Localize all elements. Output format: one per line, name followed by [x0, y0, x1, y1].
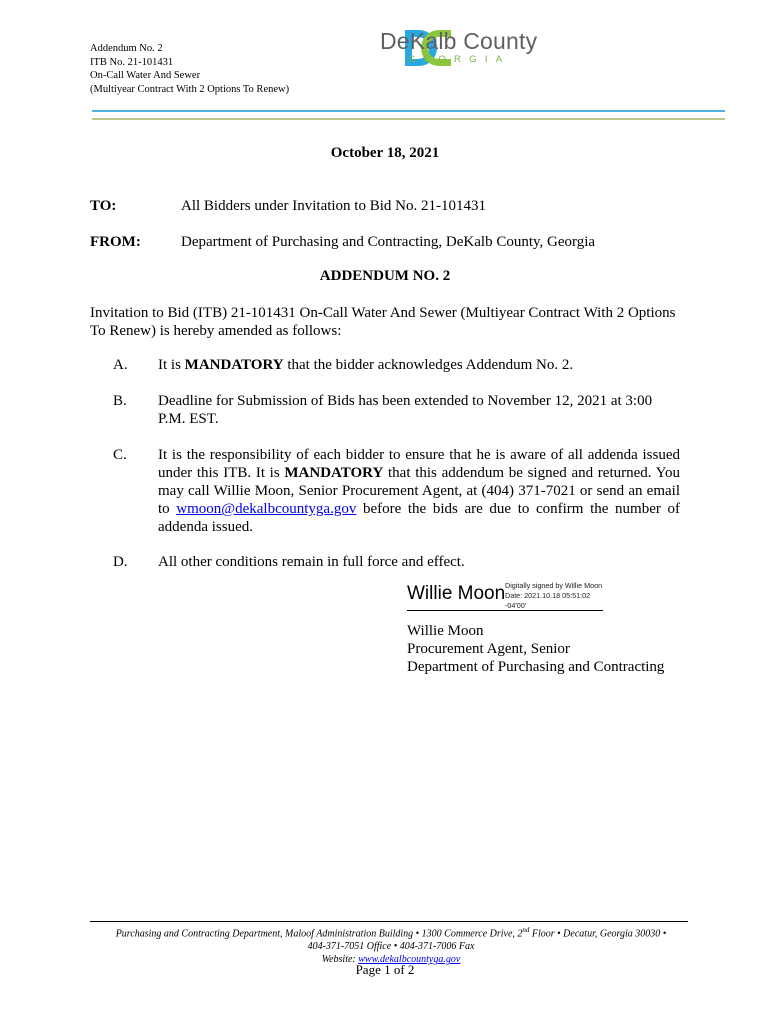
- item-d-text: All other conditions remain in full force and effect.: [158, 554, 465, 570]
- item-a-letter: A.: [113, 357, 128, 373]
- header-line-addendum: Addendum No. 2: [90, 43, 163, 54]
- item-b-letter: B.: [113, 393, 127, 409]
- signatory-block: [407, 622, 664, 676]
- header-rule-green: [92, 118, 725, 120]
- mandatory-emphasis: MANDATORY: [184, 357, 284, 373]
- item-c-text: It is the responsibility of each bidder to ensure that he is aware of all addenda issued under this ITB. It is MANDATORY that this addendum be signed and returned. You may call Willie Moon, Senior Procurement Agent, at (404) 371-7021 or send an email to wmoon@dekalbcountyga.gov before the bids are due to confirm the number of addenda issued.: [158, 447, 681, 535]
- footer-phones: 404-371-7051 Office • 404-371-7006 Fax: [307, 941, 475, 953]
- item-a-text: It is MANDATORY that the bidder acknowledges Addendum No. 2.: [158, 357, 574, 373]
- document-date: October 18, 2021: [330, 145, 440, 161]
- from-label: FROM:: [90, 234, 141, 250]
- signature-line: [407, 610, 603, 611]
- item-c-letter: C.: [113, 447, 127, 463]
- signatory-department: Department of Purchasing and Contracting: [407, 659, 665, 675]
- from-value: Department of Purchasing and Contracting, DeKalb County, Georgia: [181, 234, 596, 250]
- intro-paragraph: Invitation to Bid (ITB) 21-101431 On-Call Water And Sewer (Multiyear Contract With 2 Options To Renew) is hereby amended as follows:: [90, 305, 676, 339]
- document-header: [90, 42, 289, 96]
- page-number: Page 1 of 2: [355, 962, 415, 977]
- header-line-itb: ITB No. 21-101431: [90, 56, 174, 68]
- footer-address: Purchasing and Contracting Department, Maloof Administration Building • 1300 Commerce Drive, 2nd Floor • Decatur, Georgia 30030 • 404-371-7051 Office • 404-371-7006 Fax Website: www.dekalbcountyga.gov: [0, 924, 770, 966]
- footer-rule: [90, 921, 688, 922]
- logo-county-name: DeKalb County: [380, 28, 538, 54]
- to-value: All Bidders under Invitation to Bid No. 21-101431: [181, 198, 486, 214]
- email-link[interactable]: wmoon@dekalbcountyga.gov: [176, 501, 357, 517]
- item-d-letter: D.: [113, 554, 128, 570]
- digital-signature-details: Digitally signed by Willie Moon Date: 2021.10.18 05:51:02 -04'00': [505, 581, 603, 610]
- signatory-title: Procurement Agent, Senior: [407, 641, 570, 657]
- header-line-contract: (Multiyear Contract With 2 Options To Renew): [90, 83, 290, 95]
- item-b-text: Deadline for Submission of Bids has been extended to November 12, 2021 at 3:00 P.M. EST.: [158, 393, 653, 427]
- website-link[interactable]: www.dekalbcountyga.gov: [358, 954, 461, 966]
- logo-state-name: GEORGIA: [408, 54, 511, 65]
- header-line-project: On-Call Water And Sewer: [90, 70, 201, 82]
- digital-signature-name[interactable]: Willie Moon: [407, 583, 506, 604]
- to-label: TO:: [90, 198, 117, 214]
- mandatory-emphasis: MANDATORY: [284, 465, 384, 481]
- header-rule-blue: [92, 110, 725, 112]
- addendum-title: ADDENDUM NO. 2: [319, 268, 451, 284]
- signatory-name: Willie Moon: [407, 623, 484, 639]
